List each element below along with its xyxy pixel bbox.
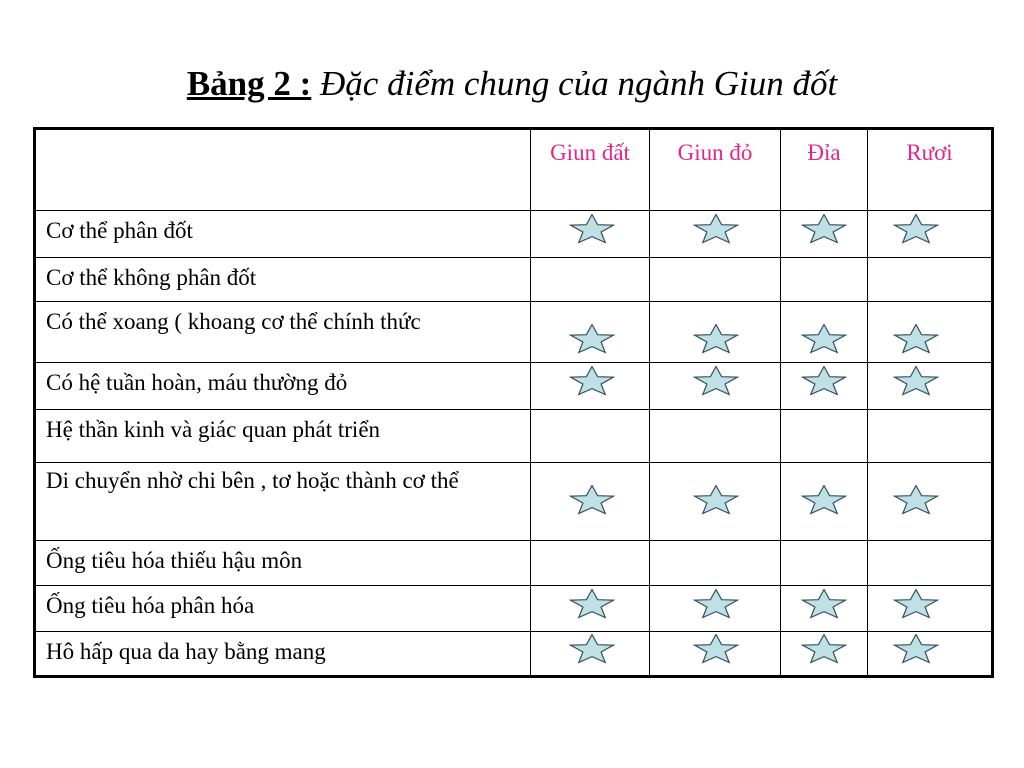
- table-row: [35, 302, 993, 363]
- table-row: [35, 463, 993, 541]
- mark-cell: [650, 463, 781, 541]
- mark-cell: [531, 211, 650, 258]
- star-icon: [801, 589, 847, 621]
- star-icon: [801, 634, 847, 666]
- mark-cell: [868, 302, 993, 363]
- star-icon: [693, 324, 739, 356]
- column-header: Giun đỏ: [650, 129, 781, 211]
- star-icon: [801, 214, 847, 246]
- star-icon: [801, 366, 847, 398]
- mark-cell: [868, 258, 993, 302]
- mark-cell: [650, 541, 781, 586]
- mark-cell: [650, 586, 781, 632]
- row-label: Ống tiêu hóa phân hóa: [35, 586, 531, 632]
- row-label: Cơ thể phân đốt: [35, 211, 531, 258]
- star-icon: [569, 324, 615, 356]
- star-icon: [693, 485, 739, 517]
- table-number: Bảng 2 :: [186, 64, 312, 103]
- mark-cell: [531, 541, 650, 586]
- header-corner-cell: [35, 129, 531, 211]
- star-icon: [569, 634, 615, 666]
- row-label: Hô hấp qua da hay bằng mang: [35, 632, 531, 677]
- column-header: Rươi: [868, 129, 993, 211]
- mark-cell: [868, 586, 993, 632]
- star-icon: [569, 214, 615, 246]
- star-icon: [693, 634, 739, 666]
- mark-cell: [868, 541, 993, 586]
- table-row: [35, 410, 993, 463]
- mark-cell: [868, 463, 993, 541]
- table-row: [35, 632, 993, 677]
- mark-cell: [781, 211, 868, 258]
- mark-cell: [781, 463, 868, 541]
- mark-cell: [650, 211, 781, 258]
- table-row: [35, 258, 993, 302]
- row-label: Có hệ tuần hoàn, máu thường đỏ: [35, 363, 531, 410]
- mark-cell: [531, 410, 650, 463]
- table-row: [35, 586, 993, 632]
- star-icon: [893, 324, 939, 356]
- table-caption: Đặc điểm chung của ngành Giun đốt: [320, 64, 838, 103]
- mark-cell: [650, 363, 781, 410]
- mark-cell: [781, 302, 868, 363]
- row-label: Có thể xoang ( khoang cơ thể chính thức: [35, 302, 531, 363]
- star-icon: [569, 366, 615, 398]
- mark-cell: [781, 258, 868, 302]
- mark-cell: [868, 211, 993, 258]
- page-title: [0, 62, 1024, 106]
- mark-cell: [531, 258, 650, 302]
- mark-cell: [781, 586, 868, 632]
- star-icon: [893, 214, 939, 246]
- characteristics-table: [33, 127, 994, 678]
- star-icon: [893, 366, 939, 398]
- mark-cell: [531, 302, 650, 363]
- row-label: Hệ thần kinh và giác quan phát triển: [35, 410, 531, 463]
- star-icon: [893, 589, 939, 621]
- star-icon: [893, 485, 939, 517]
- star-icon: [569, 589, 615, 621]
- mark-cell: [868, 363, 993, 410]
- row-label: [35, 463, 531, 541]
- mark-cell: [781, 410, 868, 463]
- star-icon: [893, 634, 939, 666]
- mark-cell: [650, 410, 781, 463]
- header-row: [35, 129, 993, 211]
- column-header: Đỉa: [781, 129, 868, 211]
- table-row: [35, 541, 993, 586]
- mark-cell: [531, 463, 650, 541]
- mark-cell: [781, 363, 868, 410]
- mark-cell: [650, 632, 781, 677]
- mark-cell: [531, 632, 650, 677]
- mark-cell: [781, 632, 868, 677]
- star-icon: [693, 214, 739, 246]
- mark-cell: [650, 302, 781, 363]
- mark-cell: [531, 363, 650, 410]
- mark-cell: [531, 586, 650, 632]
- star-icon: [693, 366, 739, 398]
- row-label: Ống tiêu hóa thiếu hậu môn: [35, 541, 531, 586]
- star-icon: [693, 589, 739, 621]
- table-row: [35, 363, 993, 410]
- mark-cell: [868, 632, 993, 677]
- star-icon: [801, 485, 847, 517]
- row-label-text: Di chuyển nhờ chi bên , tơ hoặc thành cơ thể: [46, 468, 459, 493]
- mark-cell: [781, 541, 868, 586]
- table-row: [35, 211, 993, 258]
- column-header: Giun đất: [531, 129, 650, 211]
- star-icon: [801, 324, 847, 356]
- mark-cell: [650, 258, 781, 302]
- row-label: Cơ thể không phân đốt: [35, 258, 531, 302]
- star-icon: [569, 485, 615, 517]
- mark-cell: [868, 410, 993, 463]
